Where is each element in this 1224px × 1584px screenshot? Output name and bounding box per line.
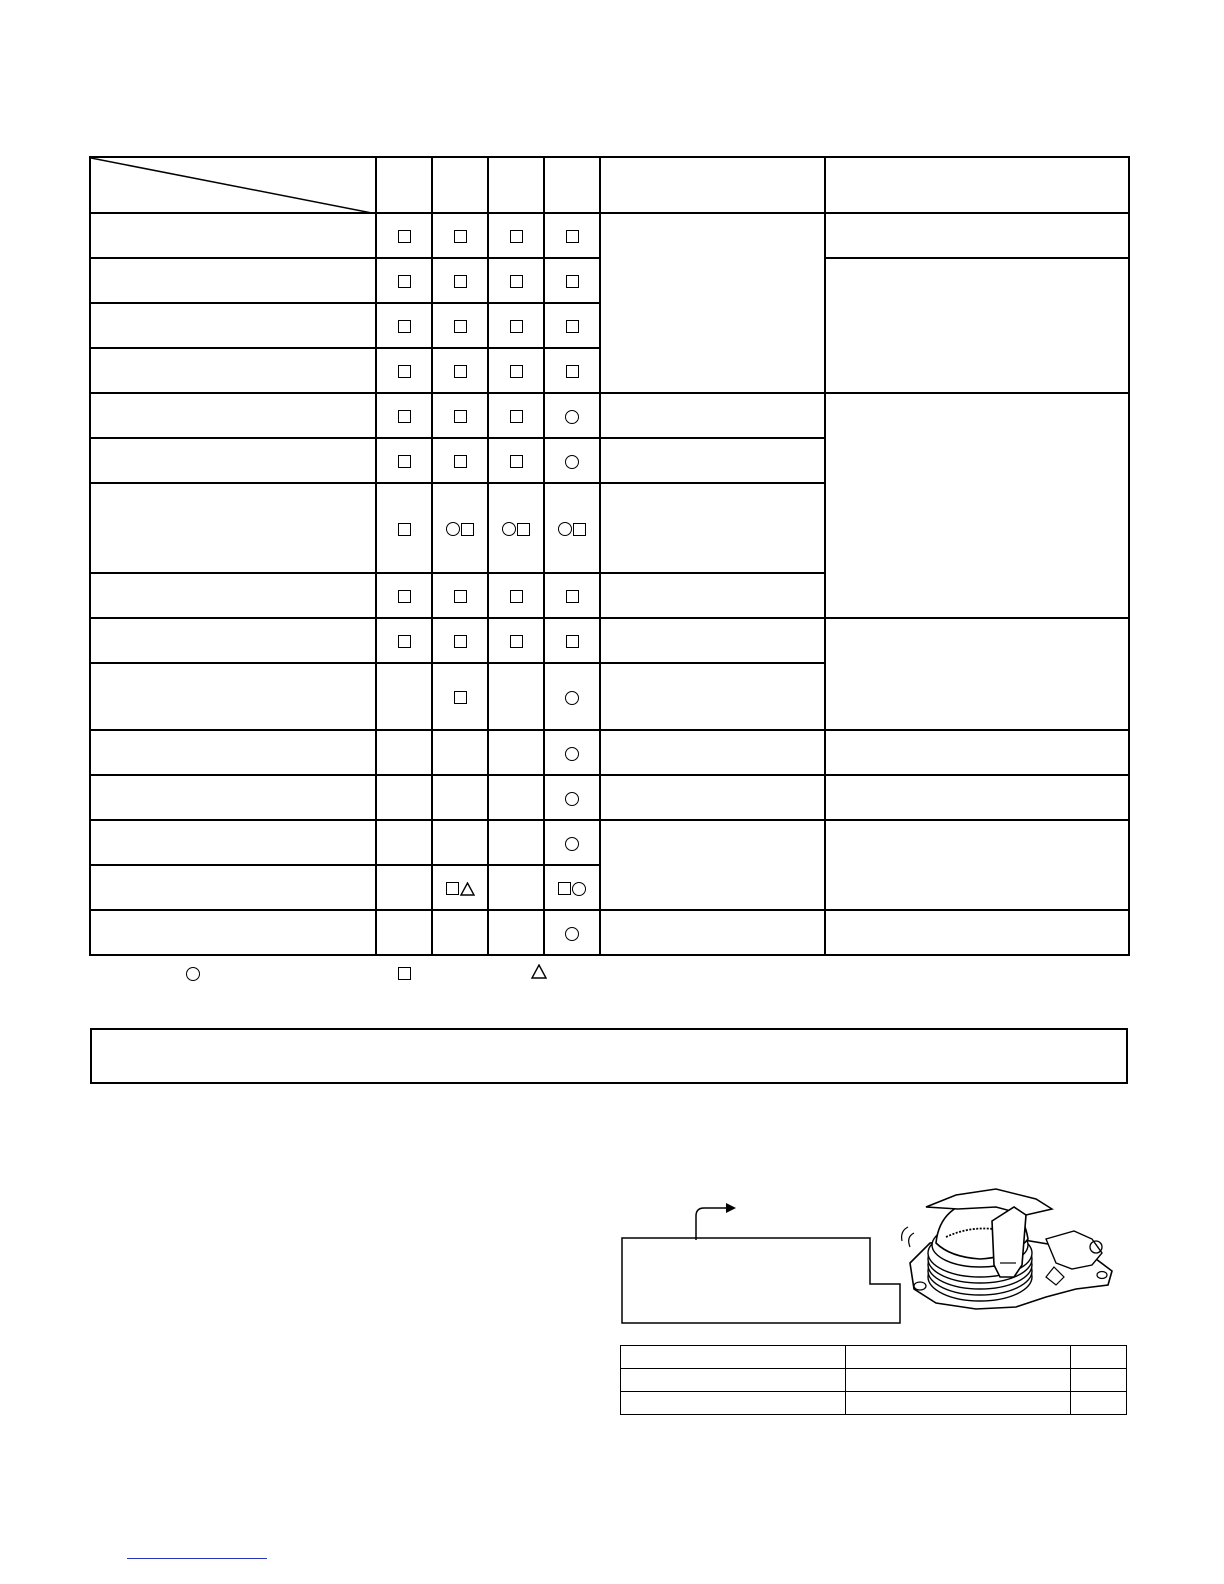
- square-icon: [454, 275, 467, 288]
- square-icon: [446, 882, 459, 895]
- symbol-cell: [488, 663, 544, 730]
- link-underline[interactable]: [127, 1558, 267, 1559]
- symbol-cell: [376, 258, 432, 303]
- symbol-group: [446, 520, 474, 536]
- symbol-cell: [432, 348, 488, 393]
- symbol-group: [398, 273, 411, 289]
- symbol-group: [566, 228, 579, 244]
- square-icon: [566, 365, 579, 378]
- row-label: [90, 438, 376, 483]
- diagonal-header-cell: [90, 157, 376, 213]
- row-label: [90, 663, 376, 730]
- symbol-cell: [544, 730, 600, 775]
- circle-icon: [565, 691, 579, 705]
- square-icon: [510, 635, 523, 648]
- spec-cell: [1071, 1369, 1127, 1392]
- symbol-group: [398, 363, 411, 379]
- symbol-group: [558, 879, 586, 895]
- square-icon: [510, 455, 523, 468]
- spec-cell: [1071, 1392, 1127, 1415]
- symbol-cell: [432, 910, 488, 955]
- square-icon: [454, 230, 467, 243]
- symbol-cell: [376, 393, 432, 438]
- symbol-group: [398, 520, 411, 536]
- symbol-cell: [488, 258, 544, 303]
- symbol-group: [510, 228, 523, 244]
- symbol-group: [510, 363, 523, 379]
- square-icon: [454, 635, 467, 648]
- symbol-cell: [544, 573, 600, 618]
- square-icon: [510, 365, 523, 378]
- symbol-cell: [376, 775, 432, 820]
- square-icon: [398, 635, 411, 648]
- notes-cell: [825, 820, 1129, 910]
- symbol-cell: [544, 303, 600, 348]
- symbol-cell: [432, 213, 488, 258]
- notes-cell: [825, 213, 1129, 258]
- row-label: [90, 730, 376, 775]
- symbol-group: [510, 273, 523, 289]
- symbol-cell: [544, 775, 600, 820]
- symbol-cell: [488, 213, 544, 258]
- symbol-cell: [432, 573, 488, 618]
- symbol-cell: [488, 730, 544, 775]
- notes-cell: [825, 775, 1129, 820]
- symbol-group: [565, 407, 579, 423]
- symbol-cell: [432, 303, 488, 348]
- symbol-cell: [544, 663, 600, 730]
- square-icon: [566, 230, 579, 243]
- table-row: [90, 213, 1129, 258]
- remarks-cell: [600, 663, 825, 730]
- symbol-cell: [376, 820, 432, 865]
- notes-cell: [825, 258, 1129, 393]
- square-icon: [573, 523, 586, 536]
- symbol-cell: [376, 438, 432, 483]
- spec-cell: [846, 1369, 1071, 1392]
- symbol-cell: [432, 483, 488, 573]
- square-icon: [510, 275, 523, 288]
- diagonal-line: [91, 158, 377, 214]
- symbol-cell: [544, 213, 600, 258]
- table-row: [621, 1369, 1127, 1392]
- symbol-group: [566, 633, 579, 649]
- circle-icon: [186, 967, 200, 981]
- row-label: [90, 865, 376, 910]
- square-icon: [517, 523, 530, 536]
- symbol-cell: [544, 910, 600, 955]
- symbol-group: [565, 924, 579, 940]
- symbol-cell: [376, 910, 432, 955]
- square-icon: [398, 967, 411, 980]
- circle-icon: [565, 455, 579, 469]
- remarks-cell: [600, 573, 825, 618]
- symbol-group: [398, 228, 411, 244]
- square-icon: [398, 275, 411, 288]
- symbol-cell: [544, 258, 600, 303]
- spec-cell: [1071, 1346, 1127, 1369]
- triangle-icon: [460, 882, 475, 896]
- header-row: [90, 157, 1129, 213]
- symbol-group: [565, 789, 579, 805]
- notes-cell: [825, 393, 1129, 618]
- row-label: [90, 303, 376, 348]
- square-icon: [558, 882, 571, 895]
- circle-icon: [558, 522, 572, 536]
- notes-cell: [825, 618, 1129, 730]
- square-icon: [398, 455, 411, 468]
- symbol-group: [566, 318, 579, 334]
- circle-icon: [565, 837, 579, 851]
- symbol-group: [510, 633, 523, 649]
- circle-icon: [502, 522, 516, 536]
- symbol-cell: [488, 820, 544, 865]
- symbol-group: [510, 318, 523, 334]
- symbol-cell: [432, 393, 488, 438]
- square-icon: [454, 455, 467, 468]
- square-icon: [510, 590, 523, 603]
- symbol-group: [565, 834, 579, 850]
- symbol-cell: [432, 618, 488, 663]
- symbol-cell: [432, 775, 488, 820]
- spec-cell: [621, 1392, 846, 1415]
- legend-circle: [186, 965, 200, 985]
- table-row: [90, 910, 1129, 955]
- symbol-cell: [432, 820, 488, 865]
- legend-square: [398, 965, 411, 985]
- symbol-cell: [432, 258, 488, 303]
- header-col-1: [376, 157, 432, 213]
- symbol-group: [398, 588, 411, 604]
- spec-cell: [621, 1346, 846, 1369]
- remarks-cell: [600, 730, 825, 775]
- symbol-cell: [488, 393, 544, 438]
- table-row: [90, 820, 1129, 865]
- table-row: [621, 1346, 1127, 1369]
- note-box: [90, 1028, 1128, 1084]
- symbol-group: [454, 273, 467, 289]
- symbol-cell: [376, 483, 432, 573]
- symbol-group: [454, 228, 467, 244]
- header-col-3: [488, 157, 544, 213]
- spec-cell: [846, 1392, 1071, 1415]
- symbol-group: [566, 363, 579, 379]
- symbol-group: [510, 453, 523, 469]
- small-spec-table: [620, 1345, 1127, 1415]
- symbol-cell: [544, 618, 600, 663]
- symbol-cell: [544, 820, 600, 865]
- symbol-group: [454, 363, 467, 379]
- row-label: [90, 618, 376, 663]
- symbol-cell: [376, 865, 432, 910]
- square-icon: [398, 410, 411, 423]
- symbol-group: [454, 633, 467, 649]
- symbol-group: [565, 452, 579, 468]
- table-row: [90, 775, 1129, 820]
- symbol-group: [454, 318, 467, 334]
- row-label: [90, 213, 376, 258]
- symbol-group: [398, 408, 411, 424]
- table-row: [621, 1392, 1127, 1415]
- remarks-cell: [600, 393, 825, 438]
- legend-triangle: [531, 964, 547, 984]
- remarks-cell: [600, 213, 825, 393]
- remarks-cell: [600, 910, 825, 955]
- remarks-cell: [600, 483, 825, 573]
- symbol-cell: [376, 303, 432, 348]
- symbol-cell: [488, 573, 544, 618]
- row-label: [90, 573, 376, 618]
- symbol-cell: [432, 730, 488, 775]
- row-label: [90, 483, 376, 573]
- symbol-cell: [544, 348, 600, 393]
- table-row: [90, 618, 1129, 663]
- square-icon: [454, 691, 467, 704]
- callout-box: [620, 1236, 904, 1326]
- header-col-6: [825, 157, 1129, 213]
- symbol-cell: [376, 730, 432, 775]
- circle-icon: [565, 747, 579, 761]
- header-col-2: [432, 157, 488, 213]
- header-col-5: [600, 157, 825, 213]
- symbol-group: [510, 408, 523, 424]
- square-icon: [454, 590, 467, 603]
- row-label: [90, 820, 376, 865]
- row-label: [90, 775, 376, 820]
- symbol-cell: [544, 438, 600, 483]
- symbol-cell: [488, 775, 544, 820]
- square-icon: [461, 523, 474, 536]
- symbol-cell: [376, 618, 432, 663]
- row-label: [90, 910, 376, 955]
- symbol-cell: [488, 303, 544, 348]
- symbol-cell: [376, 573, 432, 618]
- remarks-cell: [600, 820, 825, 910]
- symbol-group: [454, 689, 467, 705]
- symbol-cell: [544, 393, 600, 438]
- symbol-group: [502, 520, 530, 536]
- square-icon: [398, 590, 411, 603]
- symbol-cell: [488, 483, 544, 573]
- square-icon: [398, 365, 411, 378]
- square-icon: [566, 590, 579, 603]
- symbol-group: [454, 408, 467, 424]
- symbol-cell: [488, 910, 544, 955]
- remarks-cell: [600, 775, 825, 820]
- symbol-cell: [376, 663, 432, 730]
- symbol-cell: [488, 618, 544, 663]
- symbol-cell: [544, 483, 600, 573]
- symbol-cell: [432, 865, 488, 910]
- row-label: [90, 348, 376, 393]
- symbol-group: [454, 453, 467, 469]
- circle-icon: [565, 927, 579, 941]
- circle-icon: [565, 792, 579, 806]
- symbol-cell: [376, 348, 432, 393]
- notes-cell: [825, 730, 1129, 775]
- table-row: [90, 393, 1129, 438]
- symbol-cell: [432, 663, 488, 730]
- circle-icon: [446, 522, 460, 536]
- symbol-group: [398, 453, 411, 469]
- square-icon: [454, 410, 467, 423]
- symbol-group: [566, 588, 579, 604]
- header-col-4: [544, 157, 600, 213]
- remarks-cell: [600, 618, 825, 663]
- square-icon: [566, 320, 579, 333]
- square-icon: [566, 635, 579, 648]
- inspection-matrix-table: [89, 156, 1130, 956]
- symbol-group: [565, 744, 579, 760]
- symbol-group: [398, 318, 411, 334]
- triangle-icon: [531, 964, 547, 979]
- symbol-group: [565, 688, 579, 704]
- symbol-cell: [376, 213, 432, 258]
- notes-cell: [825, 910, 1129, 955]
- circle-icon: [565, 410, 579, 424]
- symbol-group: [398, 633, 411, 649]
- symbol-group: [566, 273, 579, 289]
- row-label: [90, 393, 376, 438]
- square-icon: [510, 230, 523, 243]
- row-label: [90, 258, 376, 303]
- square-icon: [566, 275, 579, 288]
- mechanism-illustration: [896, 1185, 1118, 1315]
- square-icon: [454, 365, 467, 378]
- symbol-cell: [488, 438, 544, 483]
- square-icon: [510, 320, 523, 333]
- symbol-cell: [432, 438, 488, 483]
- circle-icon: [572, 882, 586, 896]
- spec-cell: [846, 1346, 1071, 1369]
- table-row: [90, 730, 1129, 775]
- square-icon: [454, 320, 467, 333]
- square-icon: [398, 523, 411, 536]
- square-icon: [398, 320, 411, 333]
- symbol-group: [446, 879, 475, 895]
- symbol-group: [454, 588, 467, 604]
- spec-cell: [621, 1369, 846, 1392]
- symbol-cell: [488, 865, 544, 910]
- symbol-group: [510, 588, 523, 604]
- symbol-group: [558, 520, 586, 536]
- square-icon: [398, 230, 411, 243]
- square-icon: [510, 410, 523, 423]
- symbol-cell: [488, 348, 544, 393]
- symbol-cell: [544, 865, 600, 910]
- remarks-cell: [600, 438, 825, 483]
